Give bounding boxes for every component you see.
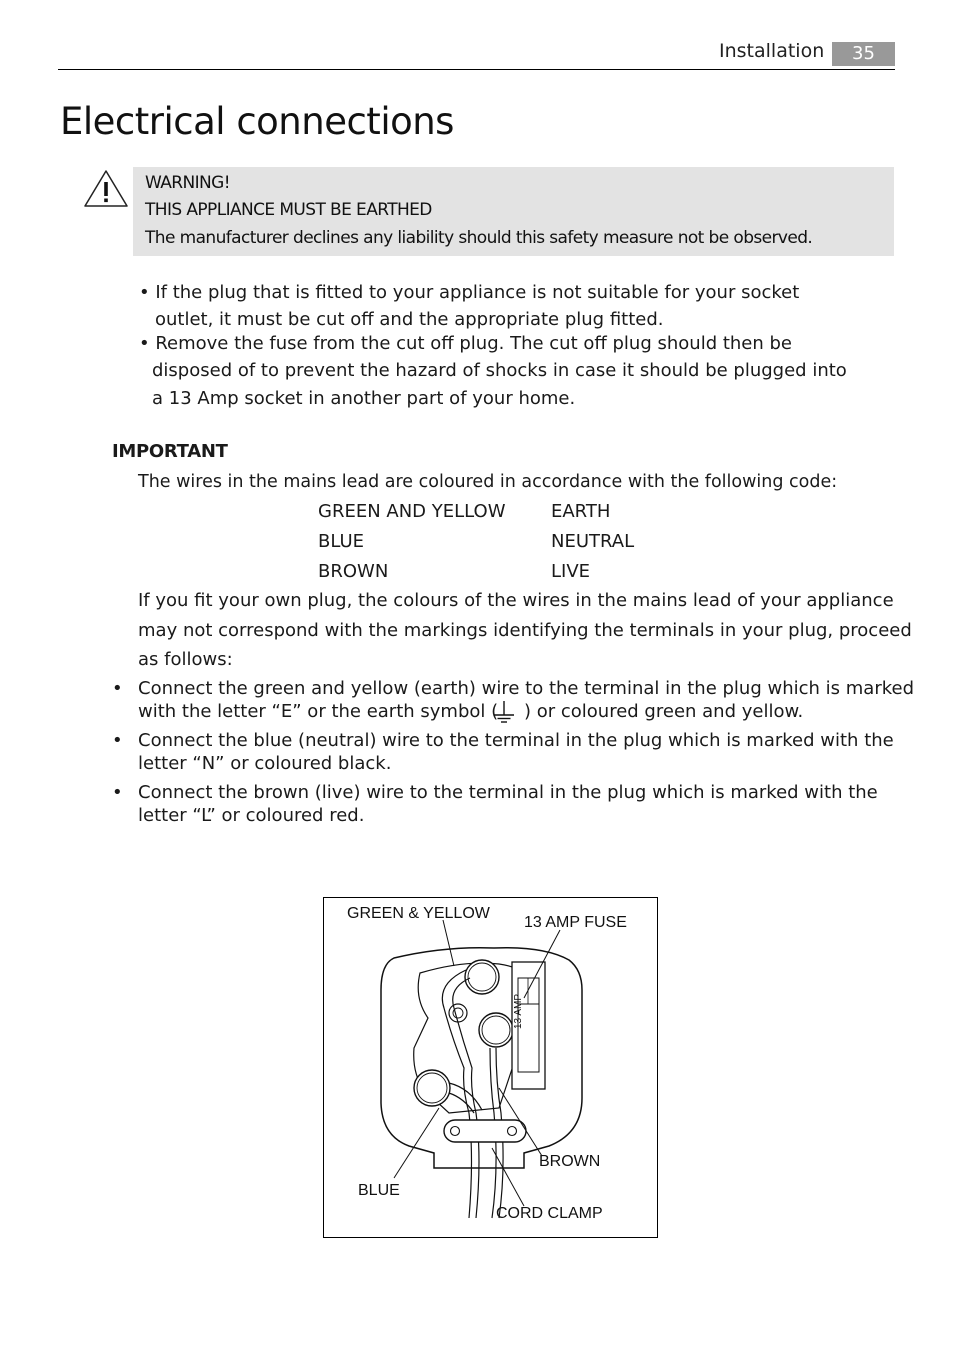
important-heading: IMPORTANT bbox=[112, 441, 228, 462]
label-cord-clamp: CORD CLAMP bbox=[496, 1205, 603, 1222]
section-name: Installation bbox=[719, 40, 825, 62]
step-1-line-1: Connect the green and yellow (earth) wire to the terminal in the plug which is marked bbox=[138, 678, 914, 699]
code-colour-1: GREEN AND YELLOW bbox=[318, 501, 506, 522]
code-meaning-1: EARTH bbox=[551, 501, 611, 522]
warning-earthed: THIS APPLIANCE MUST BE EARTHED bbox=[145, 200, 432, 220]
header-divider bbox=[58, 69, 895, 70]
warning-heading: WARNING! bbox=[145, 173, 230, 193]
step-3-line-2: letter “L” or coloured red. bbox=[138, 805, 365, 826]
code-meaning-3: LIVE bbox=[551, 561, 591, 582]
step-2-line-2: letter “N” or coloured black. bbox=[138, 753, 392, 774]
earth-symbol-icon bbox=[491, 699, 517, 725]
label-13-amp-fuse: 13 AMP FUSE bbox=[524, 914, 627, 931]
plug-bullet-1-line-1: • If the plug that is fitted to your appliance is not suitable for your socket bbox=[139, 282, 800, 303]
code-colour-2: BLUE bbox=[318, 531, 365, 552]
wire-code-intro: The wires in the mains lead are coloured in accordance with the following code: bbox=[138, 472, 838, 492]
step-bullet-2: • bbox=[112, 730, 123, 751]
plug-bullet-2-line-1: • Remove the fuse from the cut off plug. The cut off plug should then be bbox=[139, 333, 793, 354]
step-bullet-3: • bbox=[112, 782, 123, 803]
page-title: Electrical connections bbox=[60, 100, 454, 143]
warning-liability: The manufacturer declines any liability should this safety measure not be observed. bbox=[145, 228, 813, 248]
step-3-line-1: Connect the brown (live) wire to the terminal in the plug which is marked with the bbox=[138, 782, 878, 803]
step-2-line-1: Connect the blue (neutral) wire to the terminal in the plug which is marked with the bbox=[138, 730, 894, 751]
warning-triangle-icon bbox=[83, 169, 129, 209]
label-green-yellow: GREEN & YELLOW bbox=[347, 905, 490, 922]
plug-bullet-1-line-2: outlet, it must be cut off and the appropriate plug fitted. bbox=[155, 309, 664, 330]
label-blue: BLUE bbox=[358, 1182, 400, 1199]
own-plug-para-line-1: If you fit your own plug, the colours of the wires in the mains lead of your appliance bbox=[138, 590, 894, 611]
label-brown: BROWN bbox=[539, 1153, 601, 1170]
step-1-line-2: with the letter “E” or the earth symbol ( bbox=[138, 701, 499, 722]
plug-wiring-diagram bbox=[323, 897, 658, 1238]
plug-bullet-2-line-2: disposed of to prevent the hazard of shocks in case it should be plugged into bbox=[152, 360, 847, 381]
own-plug-para-line-3: as follows: bbox=[138, 649, 233, 670]
code-colour-3: BROWN bbox=[318, 561, 389, 582]
code-meaning-2: NEUTRAL bbox=[551, 531, 635, 552]
label-fuse-marking: 13 AMP bbox=[513, 993, 524, 1029]
step-1-line-2-end: ) or coloured green and yellow. bbox=[524, 701, 804, 722]
own-plug-para-line-2: may not correspond with the markings identifying the terminals in your plug, proceed bbox=[138, 620, 912, 641]
plug-bullet-2-line-3: a 13 Amp socket in another part of your home. bbox=[152, 388, 576, 409]
page-number: 35 bbox=[832, 42, 895, 66]
step-bullet-1: • bbox=[112, 678, 123, 699]
